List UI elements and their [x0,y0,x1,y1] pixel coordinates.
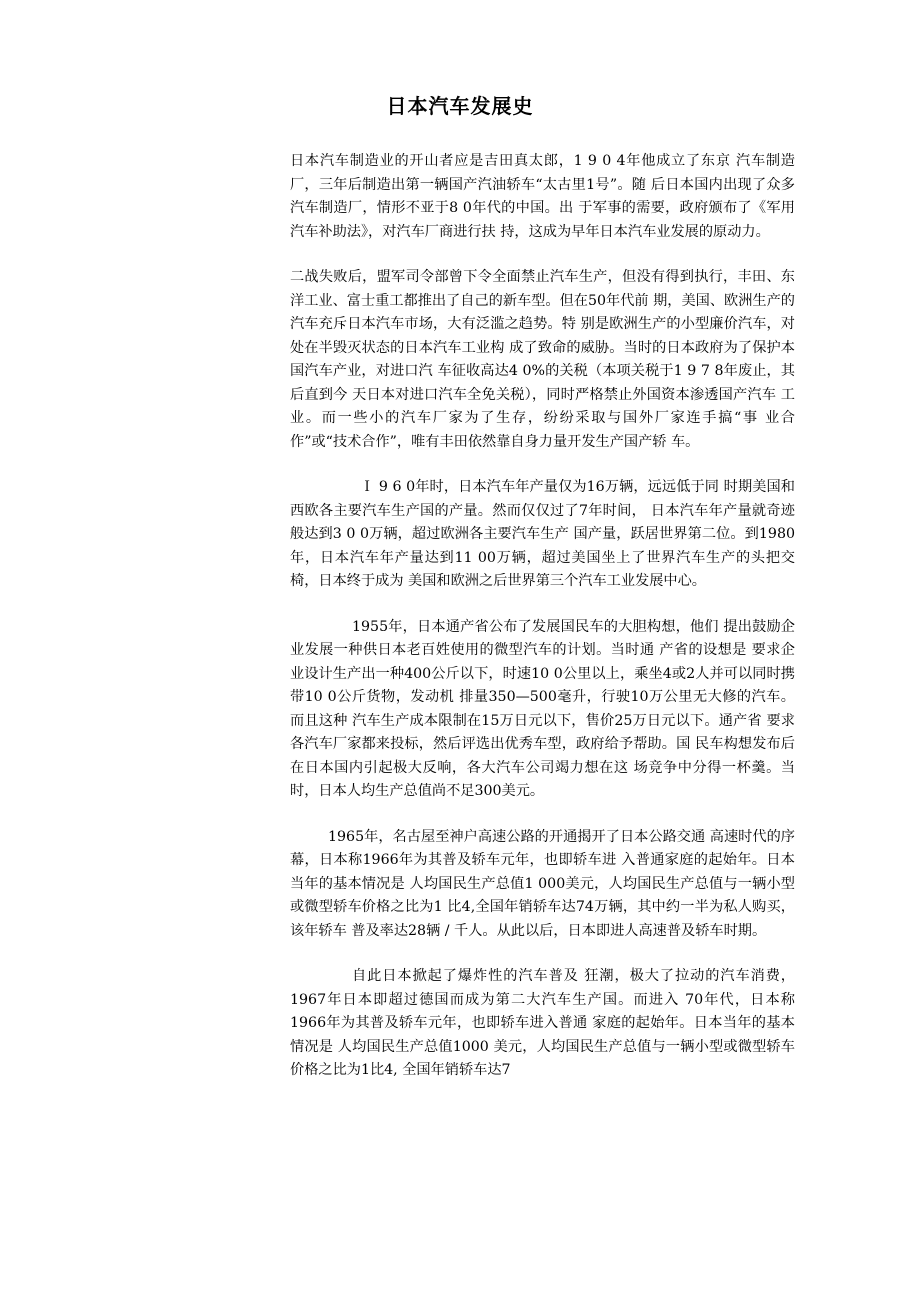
document-title: 日本汽车发展史 [386,94,534,118]
paragraph-6: 自此日本掀起了爆炸性的汽车普及 狂潮，极大了拉动的汽车消费，1967年日本即超过德国而成为第二大汽车生产国。而进入 70年代，日本称1966年为其普及轿车元年，也即轿车进入普通 家庭的起始年。日本当年的基本情况是 人均国民生产总值1000 美元，人均国民生产总值与一辆小型或微型轿车价格之比为1比4, 全国年销轿车达7 [290,968,795,1078]
paragraph-4: 1955年，日本通产省公布了发展国民车的大胆构想，他们 提出鼓励企业发展一种供日本老百姓使用的微型汽车的计划。当时通 产省的设想是 要求企业设计生产出一种400公斤以下，时速10 0公里以上，乘坐4或2人并可以同时携带10 0公斤货物，发动机 排量350—500毫升，行驶10万公里无大修的汽车。而且这种 汽车生产成本限制在15万日元以下，售价25万日元以下。通产省 要求各汽车厂家都来投标，然后评选出优秀车型，政府给予帮助。国 民车构想发布后在日本国内引起极大反响，各大汽车公司竭力想在这 场竞争中分得一杯羹。当时，日本人均生产总值尚不足300美元。 [290,618,795,799]
paragraph-1: 日本汽车制造业的开山者应是吉田真太郎，1 9 0 4年他成立了东京 汽车制造厂，三年后制造出第一辆国产汽油轿车“太古里1号”。随 后日本国内出现了众多汽车制造厂，情形不亚于8 0年代的中国。出 于军事的需要，政府颁布了《军用汽车补助法》，对汽车厂商进行扶 持，这成为早年日本汽车业发展的原动力。 [290,153,795,240]
paragraph-5: 1965年，名古屋至神户高速公路的开通揭开了日本公路交通 高速时代的序幕，日本称1966年为其普及轿车元年，也即轿车进 入普通家庭的起始年。日本当年的基本情况是 人均国民生产总值1 000美元，人均国民生产总值与一辆小型或微型轿车价格之比为1 比4,全国年销轿车达74万辆，其中约一半为私人购买，该年轿车 普及率达28辆 / 千人。从此以后，日本即进人高速普及轿车时期。 [290,828,795,939]
paragraph-2: 二战失败后，盟军司令部曾下令全面禁止汽车生产，但没有得到执行，丰田、东洋工业、富士重工都推出了自己的新车型。但在50年代前 期，美国、欧洲生产的汽车充斥日本汽车市场，大有泛滥之趋势。特 别是欧洲生产的小型廉价汽车，对处在半毁灭状态的日本汽车工业构 成了致命的威胁。当时的日本政府为了保护本国汽车产业，对进口汽 车征收高达4 0%的关税（本项关税于1 9 7 8年废止，其后直到今 天日本对进口汽车全免关税），同时严格禁止外国资本渗透国产汽车 工业。而一些小的汽车厂家为了生存，纷纷采取与国外厂家连手搞“事 业合作”或“技术合作”，唯有丰田依然靠自身力量开发生产国产轿 车。 [290,269,795,450]
paragraph-3: Ｉ 9 6 0年时，日本汽车年产量仅为16万辆，远远低于同 时期美国和西欧各主要汽车生产国的产量。然而仅仅过了7年时间， 日本汽车年产量就奇迹般达到3 0 0万辆，超过欧洲各主要汽车生产 国产量，跃居世界第二位。到1980年，日本汽车年产量达到11 00万辆，超过美国坐上了世界汽车生产的头把交椅，日本终于成为 美国和欧洲之后世界第三个汽车工业发展中心。 [290,479,795,589]
document-body [290,150,795,1083]
